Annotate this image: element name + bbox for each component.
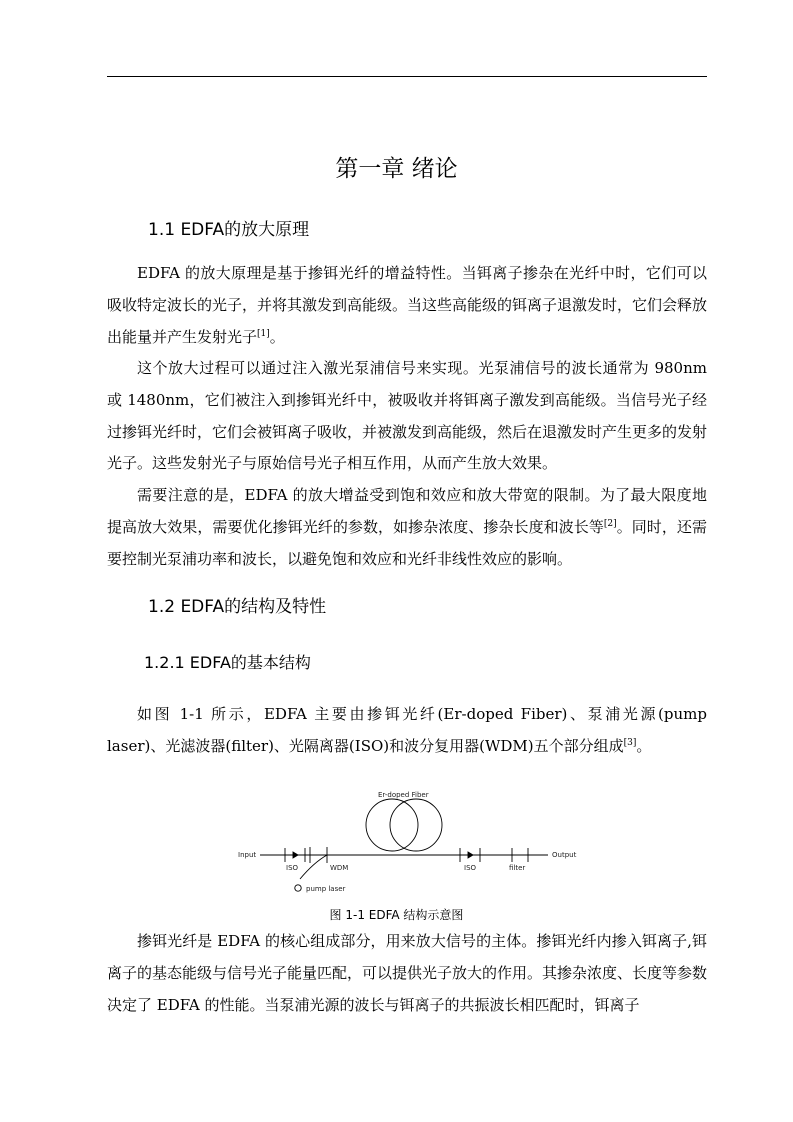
paragraph-2: 这个放大过程可以通过注入激光泵浦信号来实现。光泵浦信号的波长通常为 980nm 或 1480nm，它们被注入到掺铒光纤中，被吸收并将铒离子激发到高能级。当信号光子经过掺铒光纤时，它们会被铒离子吸收，并被激发到高能级，然后在退激发时产生更多的发射光子。这些发射光子与原始信号光子相互作用，从而产生放大效果。 [107,359,708,473]
fig-label-iso-2: ISO [464,864,477,872]
paragraph-3: 需要注意的是，EDFA 的放大增益受到饱和效应和放大带宽的限制。为了最大限度地提高放大效果，需要优化掺铒光纤的参数，如掺杂浓度、掺杂长度和波长等[2]。同时，还需要控制光泵浦功率和波长，以避免饱和效应和光纤非线性效应的影响。 [107,486,707,568]
citation-2[interactable]: [2] [603,518,617,529]
wdm-coupler-symbol [300,847,327,879]
fig-label-iso-1: ISO [286,864,299,872]
citation-3[interactable]: [3] [623,737,637,748]
fig-label-wdm: WDM [330,864,349,872]
citation-1[interactable]: [1] [257,328,270,339]
paragraph-4: 如图 1-1 所示，EDFA 主要由掺铒光纤(Er-doped Fiber)、泵浦光源(pump laser)、光滤波器(filter)、光隔离器(ISO)和波分复用器(WDM)五个部分组成[3]。 [107,705,707,755]
fig-label-pump: pump laser [306,885,346,893]
section-heading-1-1: 1.1 EDFA的放大原理 [148,220,310,240]
fig-label-filter: filter [509,864,526,872]
pump-laser-symbol [295,885,301,891]
figure-caption: 图 1-1 EDFA 结构示意图 [329,908,464,922]
header-rule [107,76,707,77]
fig-label-input: Input [238,851,257,859]
subsection-heading-1-2-1: 1.2.1 EDFA的基本结构 [144,653,311,672]
fig-label-output: Output [552,851,577,859]
fig-label-fiber: Er-doped Fiber [378,791,429,799]
paragraph-5: 掺铒光纤是 EDFA 的核心组成部分，用来放大信号的主体。掺铒光纤内掺入铒离子,铒离子的基态能级与信号光子能量匹配，可以提供光子放大的作用。其掺杂浓度、长度等参数决定了 EDFA 的性能。当泵浦光源的波长与铒离子的共振波长相匹配时，铒离子 [107,932,708,1014]
chapter-title: 第一章 绪论 [335,156,458,182]
section-heading-1-2: 1.2 EDFA的结构及特性 [148,597,327,617]
paragraph-1: EDFA 的放大原理是基于掺铒光纤的增益特性。当铒离子掺杂在光纤中时，它们可以吸收特定波长的光子，并将其激发到高能级。当这些高能级的铒离子退激发时，它们会释放出能量并产生发射光子[1]。 [107,264,708,346]
fiber-coil-left [366,799,418,851]
edfa-structure-figure [230,785,590,900]
fiber-coil-right [390,799,442,851]
